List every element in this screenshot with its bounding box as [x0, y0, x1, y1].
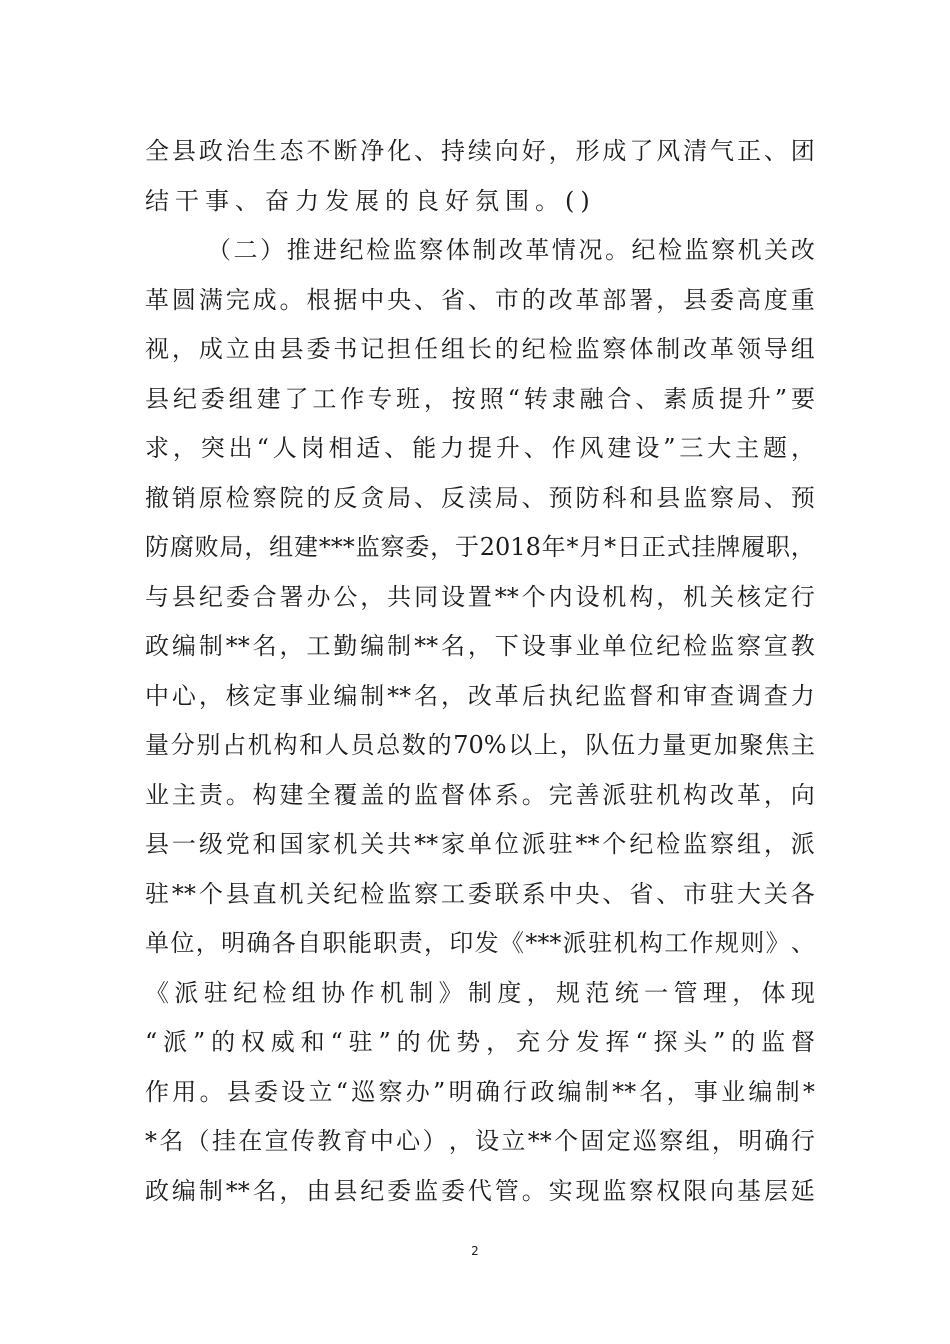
text-line: “ 派 ” 的 权 威 和 “ 驻 ” 的 优 势 ， 充 分 发 挥 “ 探 头 ” 的 监 督	[145, 1028, 815, 1056]
text-line: 单 位 ， 明 确 各 自 职 能 职 责 ， 印 发 《 *** 派 驻 机 构 工 作 规 则 》 、	[145, 929, 815, 957]
text-line: 驻 ** 个 县 直 机 关 纪 检 监 察 工 委 联 系 中 央 、 省 、 市 驻 大 关 各	[145, 879, 815, 908]
text-line: 量 分 别 占 机 构 和 人 员 总 数 的 70% 以 上 ， 队 伍 力 量 更 加 聚 焦 主	[145, 731, 815, 759]
text-line: 政 编 制 ** 名 ， 由 县 纪 委 监 委 代 管 。 实 现 监 察 权 限 向 基 层 延	[145, 1176, 815, 1205]
text-line: 防 腐 败 局 ， 组 建 *** 监 察 委 ， 于 2018 年 * 月 * 日 正 式 挂 牌 履 职 ，	[145, 533, 815, 561]
text-line: 革 圆 满 完 成 。 根 据 中 央 、 省 、 市 的 改 革 部 署 ， 县 委 高 度 重	[145, 285, 815, 314]
text-line: （ 二 ） 推 进 纪 检 监 察 体 制 改 革 情 况 。 纪 检 监 察 机 关 改	[207, 236, 815, 264]
text-line: 业 主 责 。 构 建 全 覆 盖 的 监 督 体 系 。 完 善 派 驻 机 构 改 革 ， 向	[145, 780, 815, 809]
text-line: 政 编 制 ** 名 ， 工 勤 编 制 ** 名 ， 下 设 事 业 单 位 纪 检 监 察 宣 教	[145, 632, 815, 660]
text-line: 撤 销 原 检 察 院 的 反 贪 局 、 反 渎 局 、 预 防 科 和 县 监 察 局 、 预	[145, 483, 815, 512]
text-line: 视 ， 成 立 由 县 委 书 记 担 任 组 长 的 纪 检 监 察 体 制 改 革 领 导 组	[145, 335, 815, 363]
page-number: 2	[471, 1244, 479, 1258]
text-line: 全 县 政 治 生 态 不 断 净 化 、 持 续 向 好 ， 形 成 了 风 清 气 正 、 团	[145, 137, 815, 165]
text-line: 县 纪 委 组 建 了 工 作 专 班 ， 按 照 “ 转 隶 融 合 、 素 质 提 升 ” 要	[145, 384, 815, 413]
text-line: 求 ， 突 出 “ 人 岗 相 适 、 能 力 提 升 、 作 风 建 设 ” 三 大 主 题 ，	[145, 434, 815, 462]
text-line: 中 心 ， 核 定 事 业 编 制 ** 名 ， 改 革 后 执 纪 监 督 和 审 查 调 查 力	[145, 681, 815, 710]
text-line: 《 派 驻 纪 检 组 协 作 机 制 》 制 度 ， 规 范 统 一 管 理 ， 体 现	[145, 978, 815, 1007]
text-line: 结干事、奋力发展的良好氛围。()	[145, 186, 596, 215]
text-line: 与 县 纪 委 合 署 办 公 ， 共 同 设 置 ** 个 内 设 机 构 ， 机 关 核 定 行	[145, 582, 815, 611]
body-text	[145, 127, 815, 1216]
text-line: * 名 （ 挂 在 宣 传 教 育 中 心 ） ， 设 立 ** 个 固 定 巡 察 组 ， 明 确 行	[145, 1127, 815, 1155]
text-line: 县 一 级 党 和 国 家 机 关 共 ** 家 单 位 派 驻 ** 个 纪 检 监 察 组 ， 派	[145, 830, 815, 858]
text-line: 作 用 。 县 委 设 立 “ 巡 察 办 ” 明 确 行 政 编 制 ** 名 ， 事 业 编 制 *	[145, 1077, 815, 1106]
